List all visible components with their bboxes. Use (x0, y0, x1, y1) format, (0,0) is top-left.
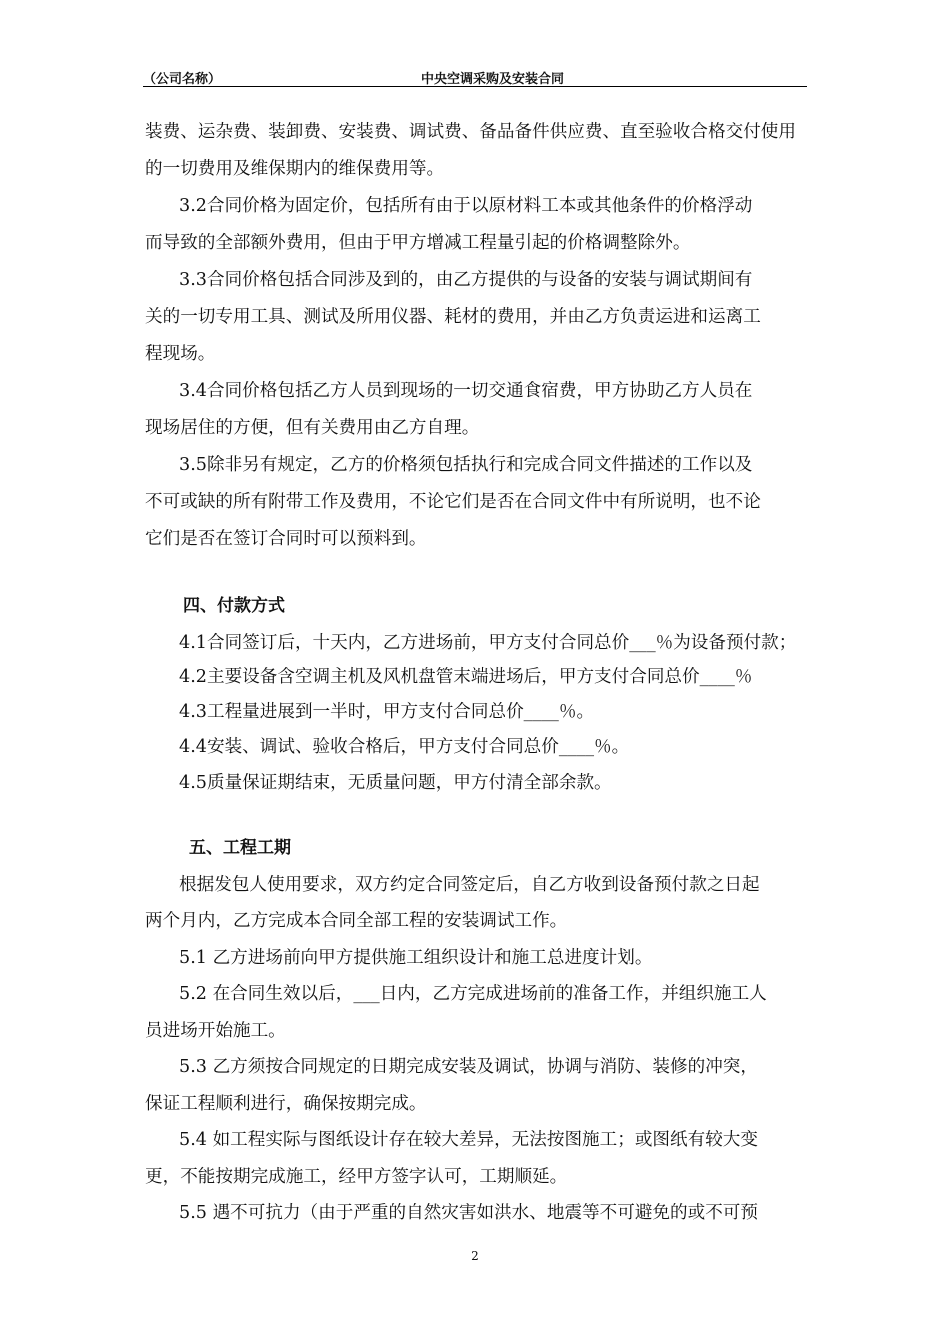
clause-4-5: 4.5质量保证期结束，无质量问题，甲方付清全部余款。 (179, 773, 612, 793)
text-line: 保证工程顺利进行，确保按期完成。 (145, 1094, 427, 1114)
clause-4-1: 4.1合同签订后，十天内，乙方进场前，甲方支付合同总价___％为设备预付款； (179, 633, 797, 653)
text-line: 它们是否在签订合同时可以预料到。 (145, 529, 427, 549)
page-number: 2 (471, 1249, 479, 1263)
clause-4-4: 4.4安装、调试、验收合格后，甲方支付合同总价____％。 (179, 737, 630, 757)
clause-4-3: 4.3工程量进展到一半时，甲方支付合同总价____％。 (179, 702, 595, 722)
text-line: 装费、运杂费、装卸费、安装费、调试费、备品备件供应费、直至验收合格交付使用 (145, 122, 796, 142)
company-name: （公司名称） (143, 72, 222, 87)
text-line: 关的一切专用工具、测试及所用仪器、耗材的费用，并由乙方负责运进和运离工 (145, 307, 761, 327)
clause-3-3: 3.3合同价格包括合同涉及到的，由乙方提供的与设备的安装与调试期间有 (179, 270, 753, 290)
page-header (143, 64, 807, 87)
text-line: 根据发包人使用要求，双方约定合同签定后，自乙方收到设备预付款之日起 (179, 875, 760, 895)
text-line: 而导致的全部额外费用，但由于甲方增减工程量引起的价格调整除外。 (145, 233, 691, 253)
clause-5-2: 5.2 在合同生效以后，___日内，乙方完成进场前的准备工作，并组织施工人 (179, 984, 767, 1004)
text-line: 不可或缺的所有附带工作及费用，不论它们是否在合同文件中有所说明，也不论 (145, 492, 761, 512)
document-title: 中央空调采购及安装合同 (421, 72, 565, 87)
clause-5-1: 5.1 乙方进场前向甲方提供施工组织设计和施工总进度计划。 (179, 948, 653, 968)
clause-4-2: 4.2主要设备含空调主机及风机盘管末端进场后，甲方支付合同总价____％ (179, 667, 753, 687)
text-line: 更，不能按期完成施工，经甲方签字认可，工期顺延。 (145, 1167, 568, 1187)
clause-3-4: 3.4合同价格包括乙方人员到现场的一切交通食宿费，甲方协助乙方人员在 (179, 381, 753, 401)
clause-5-5: 5.5 遇不可抗力（由于严重的自然灾害如洪水、地震等不可避免的或不可预 (179, 1203, 758, 1223)
clause-5-3: 5.3 乙方须按合同规定的日期完成安装及调试，协调与消防、装修的冲突， (179, 1057, 758, 1077)
section-heading-payment: 四、付款方式 (183, 596, 285, 616)
text-line: 的一切费用及维保期内的维保费用等。 (145, 159, 445, 179)
clause-5-4: 5.4 如工程实际与图纸设计存在较大差异，无法按图施工；或图纸有较大变 (179, 1130, 758, 1150)
text-line: 现场居住的方便，但有关费用由乙方自理。 (145, 418, 480, 438)
clause-3-5: 3.5除非另有规定，乙方的价格须包括执行和完成合同文件描述的工作以及 (179, 455, 753, 475)
text-line: 员进场开始施工。 (145, 1021, 286, 1041)
text-line: 两个月内，乙方完成本合同全部工程的安装调试工作。 (145, 911, 568, 931)
section-heading-schedule: 五、工程工期 (189, 838, 291, 858)
clause-3-2: 3.2合同价格为固定价，包括所有由于以原材料工本或其他条件的价格浮动 (179, 196, 753, 216)
text-line: 程现场。 (145, 344, 216, 364)
